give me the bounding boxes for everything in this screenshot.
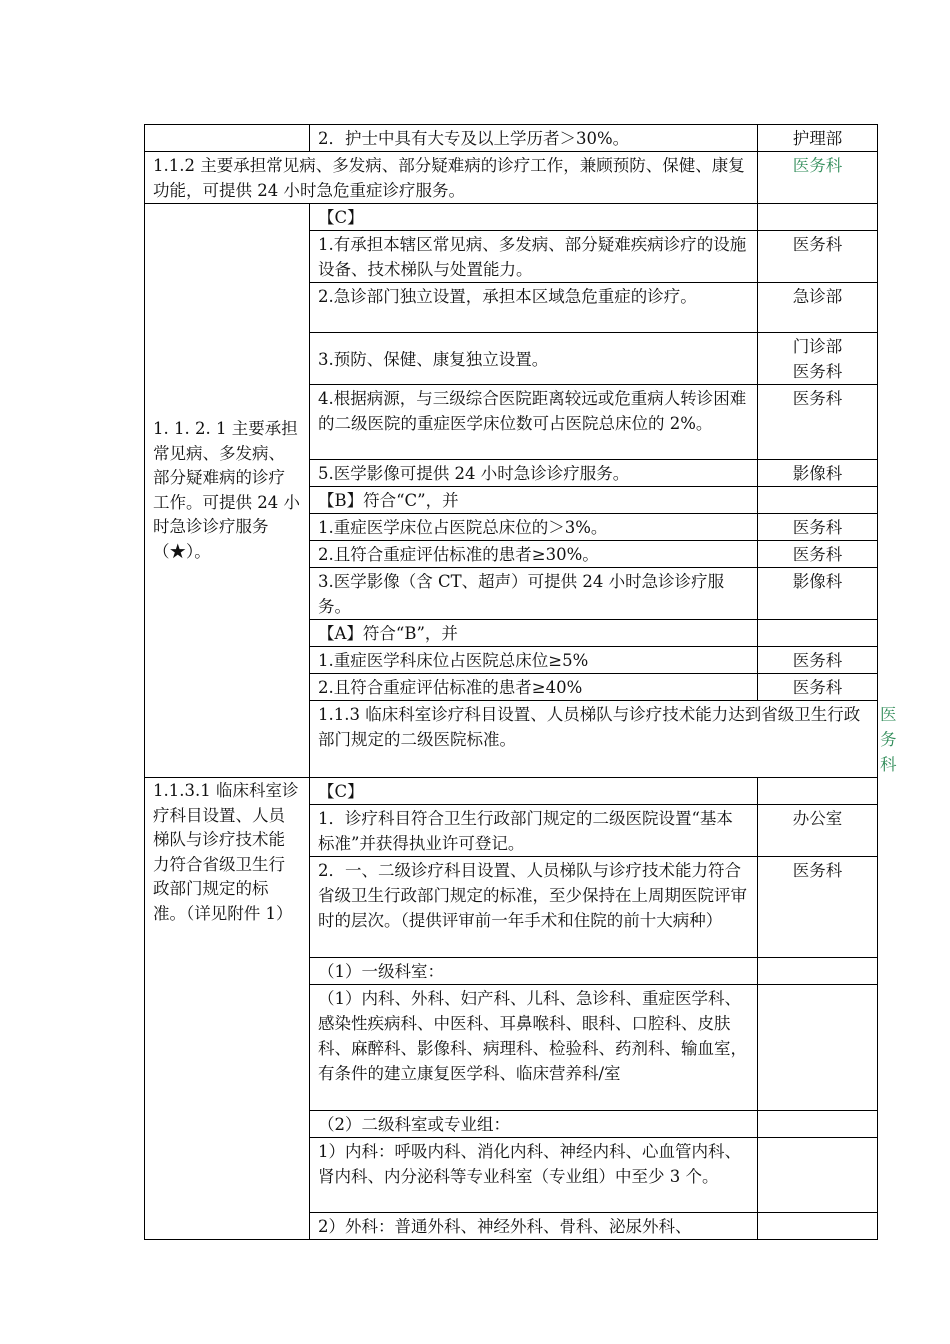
dept-cell: 门诊部 医务科 xyxy=(758,333,878,385)
dept-cell xyxy=(758,487,878,514)
table-row xyxy=(145,204,878,231)
dept-cell xyxy=(758,204,878,231)
heading-text: 1.1.3.1 临床科室诊疗科目设置、人员梯队与诊疗技术能力符合省级卫生行政部门规定的标准。（详见附件 1） xyxy=(153,781,299,923)
level-heading: 【B】符合“C”，并 xyxy=(310,487,758,514)
table-row xyxy=(145,125,878,152)
item-text: 2．护士中具有大专及以上学历者＞30%。 xyxy=(310,125,758,152)
section-text: 1.1.2 主要承担常见病、多发病、部分疑难病的诊疗工作，兼顾预防、保健、康复功能，可提供 24 小时急危重症诊疗服务。 xyxy=(145,152,758,204)
heading-text: 1. 1. 2. 1 主要承担常见病、多发病、部分疑难病的诊疗工作。可提供 24 小时急诊诊疗服务（★）。 xyxy=(153,419,300,561)
item-text: 2）外科：普通外科、神经外科、骨科、泌尿外科、 xyxy=(310,1213,758,1240)
sub-heading: （2）二级科室或专业组： xyxy=(310,1111,758,1138)
item-text: 3.预防、保健、康复独立设置。 xyxy=(310,333,758,385)
section-row: 1.1.3 临床科室诊疗科目设置、人员梯队与诊疗技术能力达到省级卫生行政部门规定的二级医院标准。 医务科 xyxy=(145,701,878,778)
dept-cell xyxy=(758,620,878,647)
dept-cell: 护理部 xyxy=(758,125,878,152)
dept-cell: 医务科 xyxy=(758,231,878,283)
dept-cell: 急诊部 xyxy=(758,283,878,333)
dept-cell xyxy=(758,1138,878,1213)
dept-cell: 影像科 xyxy=(758,568,878,620)
item-heading xyxy=(145,778,310,1240)
standards-table xyxy=(144,124,897,1240)
dept-cell xyxy=(758,985,878,1111)
dept-cell: 办公室 xyxy=(758,805,878,857)
item-text: 2.急诊部门独立设置，承担本区域急危重症的诊疗。 xyxy=(310,283,758,333)
dept-cell xyxy=(758,1213,878,1240)
item-text: 2．一、二级诊疗科目设置、人员梯队与诊疗技术能力符合省级卫生行政部门规定的标准，至少保持在上周期医院评审时的层次。（提供评审前一年手术和住院的前十大病种） xyxy=(310,857,758,958)
dept-cell xyxy=(758,778,878,805)
dept-cell: 医务科 xyxy=(758,385,878,460)
item-heading xyxy=(145,204,310,778)
dept-cell: 医务科 xyxy=(758,541,878,568)
item-text: 2.且符合重症评估标准的患者≥30%。 xyxy=(310,541,758,568)
item-text: 2.且符合重症评估标准的患者≥40% xyxy=(310,674,758,701)
level-heading: 【C】 xyxy=(310,204,758,231)
section-text: 1.1.3 临床科室诊疗科目设置、人员梯队与诊疗技术能力达到省级卫生行政部门规定的二级医院标准。 xyxy=(310,701,878,778)
dept-cell: 医务科 xyxy=(758,857,878,958)
level-heading: 【A】符合“B”，并 xyxy=(310,620,758,647)
empty-cell xyxy=(145,125,310,152)
item-text: 3.医学影像（含 CT、超声）可提供 24 小时急诊诊疗服务。 xyxy=(310,568,758,620)
table-row xyxy=(145,778,878,805)
dept-cell: 医务科 xyxy=(758,674,878,701)
dept-cell: 医务科 xyxy=(758,152,878,204)
item-text: 1.有承担本辖区常见病、多发病、部分疑难疾病诊疗的设施设备、技术梯队与处置能力。 xyxy=(310,231,758,283)
dept-cell xyxy=(758,958,878,985)
level-heading: 【C】 xyxy=(310,778,758,805)
item-text: （1）内科、外科、妇产科、儿科、急诊科、重症医学科、感染性疾病科、中医科、耳鼻喉科、眼科、口腔科、皮肤科、麻醉科、影像科、病理科、检验科、药剂科、输血室，有条件的建立康复医学科、临床营养科/室 xyxy=(310,985,758,1111)
dept-cell xyxy=(758,1111,878,1138)
item-text: 5.医学影像可提供 24 小时急诊诊疗服务。 xyxy=(310,460,758,487)
section-row xyxy=(145,152,878,204)
dept-cell: 医务科 xyxy=(758,647,878,674)
dept-cell: 影像科 xyxy=(758,460,878,487)
sub-heading: （1）一级科室： xyxy=(310,958,758,985)
dept-cell: 医务科 xyxy=(758,514,878,541)
item-text: 1）内科：呼吸内科、消化内科、神经内科、心血管内科、肾内科、内分泌科等专业科室（专业组）中至少 3 个。 xyxy=(310,1138,758,1213)
item-text: 1.重症医学科床位占医院总床位≥5% xyxy=(310,647,758,674)
item-text: 4.根据病源，与三级综合医院距离较远或危重病人转诊困难的二级医院的重症医学床位数可占医院总床位的 2%。 xyxy=(310,385,758,460)
item-text: 1.重症医学床位占医院总床位的＞3%。 xyxy=(310,514,758,541)
item-text: 1．诊疗科目符合卫生行政部门规定的二级医院设置“基本标准”并获得执业许可登记。 xyxy=(310,805,758,857)
